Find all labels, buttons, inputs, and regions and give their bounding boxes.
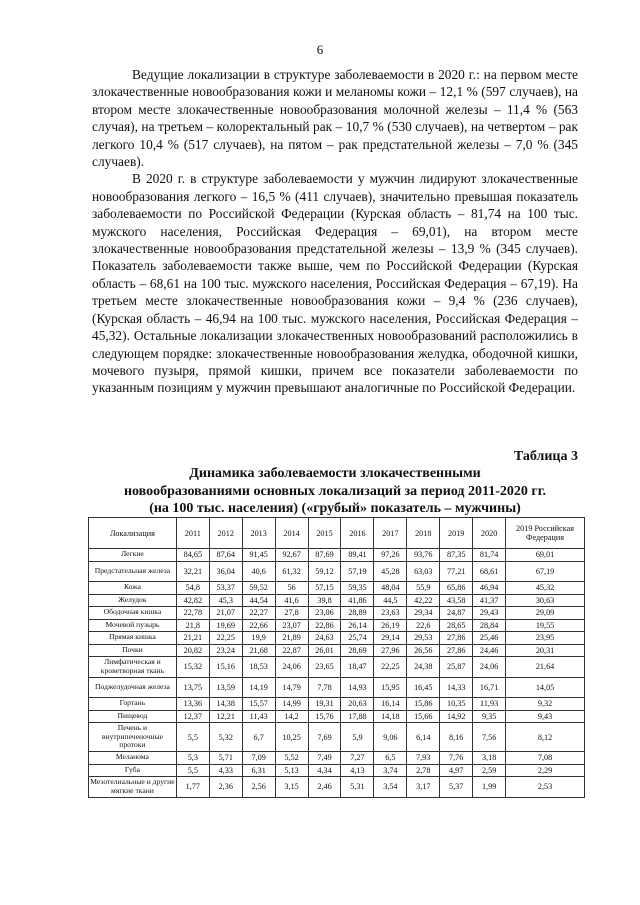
- value-cell: 21,21: [176, 632, 209, 645]
- localization-cell: Печень и внутрипеченочные протоки: [89, 723, 177, 752]
- value-cell: 55,9: [407, 582, 440, 595]
- table-body: [89, 549, 585, 798]
- value-cell: 56: [275, 582, 308, 595]
- value-cell: 5,52: [275, 752, 308, 765]
- value-cell: 5,5: [176, 723, 209, 752]
- value-cell: 7,69: [308, 723, 341, 752]
- value-cell: 24,63: [308, 632, 341, 645]
- value-cell: 7,09: [242, 752, 275, 765]
- localization-cell: Прямая кишка: [89, 632, 177, 645]
- value-cell: 24,06: [275, 657, 308, 678]
- value-cell: 89,41: [341, 549, 374, 562]
- value-cell: 23,65: [308, 657, 341, 678]
- value-cell: 41,37: [473, 594, 506, 607]
- table-title-line: новообразованиями основных локализаций за период 2011-2020 гг.: [123, 483, 547, 499]
- table-row: [89, 752, 585, 765]
- table-row: [89, 657, 585, 678]
- value-cell: 25,74: [341, 632, 374, 645]
- table-title-line: Динамика заболеваемости злокачественными: [189, 466, 481, 481]
- localization-cell: Мезотелиальные и другие мягкие ткани: [89, 777, 177, 798]
- value-cell: 14,33: [440, 677, 473, 698]
- value-cell: 6,14: [407, 723, 440, 752]
- column-header: 2018: [407, 518, 440, 549]
- value-cell: 14,2: [275, 710, 308, 723]
- value-cell: 27,86: [440, 632, 473, 645]
- value-cell: 3,74: [374, 764, 407, 777]
- value-cell: 15,66: [407, 710, 440, 723]
- value-cell: 81,74: [473, 549, 506, 562]
- table-row: [89, 607, 585, 620]
- value-cell: 11,93: [473, 698, 506, 711]
- value-cell: 22,78: [176, 607, 209, 620]
- value-cell: 13,75: [176, 677, 209, 698]
- value-cell: 22,25: [209, 632, 242, 645]
- value-cell: 15,76: [308, 710, 341, 723]
- value-cell: 5,31: [341, 777, 374, 798]
- value-cell: 16,71: [473, 677, 506, 698]
- column-header: 2019: [440, 518, 473, 549]
- value-cell: 22,66: [242, 619, 275, 632]
- localization-cell: Гортань: [89, 698, 177, 711]
- value-cell: 69,01: [506, 549, 585, 562]
- column-header: 2012: [209, 518, 242, 549]
- table-title: [92, 465, 578, 518]
- value-cell: 67,19: [506, 561, 585, 582]
- value-cell: 30,63: [506, 594, 585, 607]
- localization-cell: Меланома: [89, 752, 177, 765]
- value-cell: 26,19: [374, 619, 407, 632]
- value-cell: 43,58: [440, 594, 473, 607]
- localization-cell: Предстательная железа: [89, 561, 177, 582]
- value-cell: 16,45: [407, 677, 440, 698]
- value-cell: 15,16: [209, 657, 242, 678]
- value-cell: 3,18: [473, 752, 506, 765]
- value-cell: 14,05: [506, 677, 585, 698]
- value-cell: 4,34: [308, 764, 341, 777]
- localization-cell: Мочевой пузырь: [89, 619, 177, 632]
- value-cell: 19,69: [209, 619, 242, 632]
- value-cell: 28,65: [440, 619, 473, 632]
- value-cell: 16,14: [374, 698, 407, 711]
- value-cell: 22,6: [407, 619, 440, 632]
- column-header: 2017: [374, 518, 407, 549]
- value-cell: 92,67: [275, 549, 308, 562]
- value-cell: 44,5: [374, 594, 407, 607]
- value-cell: 32,21: [176, 561, 209, 582]
- value-cell: 14,38: [209, 698, 242, 711]
- value-cell: 17,88: [341, 710, 374, 723]
- value-cell: 53,37: [209, 582, 242, 595]
- value-cell: 24,06: [473, 657, 506, 678]
- table-row: [89, 710, 585, 723]
- value-cell: 27,86: [440, 644, 473, 657]
- value-cell: 29,14: [374, 632, 407, 645]
- value-cell: 9,06: [374, 723, 407, 752]
- value-cell: 9,35: [473, 710, 506, 723]
- value-cell: 8,16: [440, 723, 473, 752]
- value-cell: 39,8: [308, 594, 341, 607]
- value-cell: 29,34: [407, 607, 440, 620]
- value-cell: 28,69: [341, 644, 374, 657]
- value-cell: 44,54: [242, 594, 275, 607]
- value-cell: 22,86: [308, 619, 341, 632]
- column-header: 2016: [341, 518, 374, 549]
- value-cell: 2,59: [473, 764, 506, 777]
- value-cell: 7,78: [308, 677, 341, 698]
- value-cell: 21,68: [242, 644, 275, 657]
- value-cell: 23,24: [209, 644, 242, 657]
- value-cell: 42,82: [176, 594, 209, 607]
- value-cell: 7,76: [440, 752, 473, 765]
- value-cell: 24,46: [473, 644, 506, 657]
- value-cell: 5,3: [176, 752, 209, 765]
- value-cell: 6,5: [374, 752, 407, 765]
- value-cell: 7,27: [341, 752, 374, 765]
- value-cell: 27,8: [275, 607, 308, 620]
- column-header: 2020: [473, 518, 506, 549]
- column-header: 2013: [242, 518, 275, 549]
- value-cell: 14,79: [275, 677, 308, 698]
- value-cell: 14,19: [242, 677, 275, 698]
- value-cell: 93,76: [407, 549, 440, 562]
- value-cell: 45,28: [374, 561, 407, 582]
- value-cell: 46,94: [473, 582, 506, 595]
- value-cell: 7,49: [308, 752, 341, 765]
- value-cell: 54,8: [176, 582, 209, 595]
- value-cell: 45,3: [209, 594, 242, 607]
- table-row: [89, 549, 585, 562]
- value-cell: 8,12: [506, 723, 585, 752]
- value-cell: 2,46: [308, 777, 341, 798]
- paragraph-leading-localizations: Ведущие локализации в структуре заболеваемости в 2020 г.: на первом месте злокачественные новообразования кожи и меланомы кожи – 12,1 % (597 случаев), на втором месте злокачественные новообразования молочной железы – 11,4 % (563 случая), на третьем – колоректальный рак – 10,7 % (530 случаев), на четвертом – рак легкого 10,4 % (517 случаев), на пятом – рак предстательной железы – 7,0 % (345 случаев).: [92, 67, 578, 170]
- value-cell: 4,13: [341, 764, 374, 777]
- table-row: [89, 561, 585, 582]
- value-cell: 57,15: [308, 582, 341, 595]
- value-cell: 25,87: [440, 657, 473, 678]
- value-cell: 3,54: [374, 777, 407, 798]
- value-cell: 26,14: [341, 619, 374, 632]
- value-cell: 40,6: [242, 561, 275, 582]
- value-cell: 9,43: [506, 710, 585, 723]
- value-cell: 22,87: [275, 644, 308, 657]
- table-header-row: [89, 518, 585, 549]
- value-cell: 3,15: [275, 777, 308, 798]
- localization-cell: Ободочная кишка: [89, 607, 177, 620]
- localization-cell: Кожа: [89, 582, 177, 595]
- page-number: 6: [316, 42, 324, 57]
- value-cell: 84,65: [176, 549, 209, 562]
- value-cell: 3,17: [407, 777, 440, 798]
- table-row: [89, 723, 585, 752]
- value-cell: 4,97: [440, 764, 473, 777]
- value-cell: 29,43: [473, 607, 506, 620]
- value-cell: 77,21: [440, 561, 473, 582]
- value-cell: 28,89: [341, 607, 374, 620]
- value-cell: 23,63: [374, 607, 407, 620]
- value-cell: 21,07: [209, 607, 242, 620]
- value-cell: 9,32: [506, 698, 585, 711]
- value-cell: 87,35: [440, 549, 473, 562]
- body-text: [92, 66, 578, 397]
- paragraph-men-structure: В 2020 г. в структуре заболеваемости у мужчин лидируют злокачественные новообразования легкого – 16,5 % (411 случаев), значительно превышая показатель заболеваемости по Российской Федерации (Курская область – 81,74 на 100 тыс. мужского населения, Российская Федерация – 69,01), на втором месте злокачественные новообразования предстательной железы – 13,9 % (345 случаев). Показатель заболеваемости также выше, чем по Российской Федерации (Курская область – 68,61 на 100 тыс. мужского населения, Российская Федерация – 67,19). На третьем месте злокачественные новообразования кожи – 9,4 % (236 случаев), (Курская область – 46,94 на 100 тыс. мужского населения, Российская Федерация – 45,32). Остальные локализации злокачественных новообразований расположились в следующем порядке: злокачественные новообразования желудка, ободочной кишки, мочевого пузыря, прямой кишки, причем все показатели заболеваемости по указанным позициям у мужчин превышают аналогичные по Российской Федерации.: [92, 171, 578, 396]
- value-cell: 65,86: [440, 582, 473, 595]
- value-cell: 22,27: [242, 607, 275, 620]
- value-cell: 45,32: [506, 582, 585, 595]
- value-cell: 29,09: [506, 607, 585, 620]
- value-cell: 5,13: [275, 764, 308, 777]
- value-cell: 6,7: [242, 723, 275, 752]
- value-cell: 1,99: [473, 777, 506, 798]
- value-cell: 25,46: [473, 632, 506, 645]
- value-cell: 2,78: [407, 764, 440, 777]
- value-cell: 41,86: [341, 594, 374, 607]
- table-row: [89, 777, 585, 798]
- localization-cell: Поджелудочная железа: [89, 677, 177, 698]
- value-cell: 23,07: [275, 619, 308, 632]
- table-row: [89, 619, 585, 632]
- value-cell: 15,32: [176, 657, 209, 678]
- value-cell: 14,18: [374, 710, 407, 723]
- value-cell: 97,26: [374, 549, 407, 562]
- value-cell: 6,31: [242, 764, 275, 777]
- value-cell: 59,52: [242, 582, 275, 595]
- value-cell: 91,45: [242, 549, 275, 562]
- column-header-localization: Локализация: [89, 518, 177, 549]
- value-cell: 24,38: [407, 657, 440, 678]
- value-cell: 19,55: [506, 619, 585, 632]
- value-cell: 21,8: [176, 619, 209, 632]
- value-cell: 24,87: [440, 607, 473, 620]
- value-cell: 21,89: [275, 632, 308, 645]
- value-cell: 14,92: [440, 710, 473, 723]
- value-cell: 18,47: [341, 657, 374, 678]
- value-cell: 20,82: [176, 644, 209, 657]
- value-cell: 59,12: [308, 561, 341, 582]
- value-cell: 36,04: [209, 561, 242, 582]
- value-cell: 87,69: [308, 549, 341, 562]
- localization-cell: Легкие: [89, 549, 177, 562]
- value-cell: 15,95: [374, 677, 407, 698]
- column-header: 2015: [308, 518, 341, 549]
- value-cell: 28,84: [473, 619, 506, 632]
- table-row: [89, 644, 585, 657]
- table-row: [89, 594, 585, 607]
- value-cell: 22,25: [374, 657, 407, 678]
- table-row: [89, 632, 585, 645]
- value-cell: 57,19: [341, 561, 374, 582]
- table-title-line: (на 100 тыс. населения) («грубый» показатель – мужчины): [149, 501, 521, 516]
- value-cell: 87,64: [209, 549, 242, 562]
- value-cell: 19,9: [242, 632, 275, 645]
- column-header: 2011: [176, 518, 209, 549]
- value-cell: 14,99: [275, 698, 308, 711]
- value-cell: 5,71: [209, 752, 242, 765]
- value-cell: 10,35: [440, 698, 473, 711]
- value-cell: 15,57: [242, 698, 275, 711]
- table-row: [89, 764, 585, 777]
- value-cell: 59,35: [341, 582, 374, 595]
- value-cell: 5,37: [440, 777, 473, 798]
- localization-cell: Пищевод: [89, 710, 177, 723]
- value-cell: 48,04: [374, 582, 407, 595]
- value-cell: 14,93: [341, 677, 374, 698]
- value-cell: 23,06: [308, 607, 341, 620]
- table-number: Таблица 3: [513, 449, 578, 464]
- localization-cell: Почки: [89, 644, 177, 657]
- value-cell: 27,96: [374, 644, 407, 657]
- value-cell: 21,64: [506, 657, 585, 678]
- localization-cell: Желудок: [89, 594, 177, 607]
- value-cell: 12,21: [209, 710, 242, 723]
- value-cell: 2,56: [242, 777, 275, 798]
- value-cell: 41,6: [275, 594, 308, 607]
- value-cell: 2,53: [506, 777, 585, 798]
- value-cell: 61,32: [275, 561, 308, 582]
- table-row: [89, 677, 585, 698]
- value-cell: 29,53: [407, 632, 440, 645]
- value-cell: 19,31: [308, 698, 341, 711]
- value-cell: 26,56: [407, 644, 440, 657]
- value-cell: 13,59: [209, 677, 242, 698]
- value-cell: 20,31: [506, 644, 585, 657]
- value-cell: 4,33: [209, 764, 242, 777]
- value-cell: 10,25: [275, 723, 308, 752]
- column-header: 2019 Российская Федерация: [506, 518, 585, 549]
- value-cell: 12,37: [176, 710, 209, 723]
- value-cell: 42,22: [407, 594, 440, 607]
- value-cell: 63,03: [407, 561, 440, 582]
- value-cell: 26,01: [308, 644, 341, 657]
- incidence-table: [88, 517, 585, 798]
- value-cell: 5,5: [176, 764, 209, 777]
- table-row: [89, 582, 585, 595]
- table-row: [89, 698, 585, 711]
- value-cell: 2,29: [506, 764, 585, 777]
- value-cell: 2,36: [209, 777, 242, 798]
- column-header: 2014: [275, 518, 308, 549]
- value-cell: 11,43: [242, 710, 275, 723]
- value-cell: 7,56: [473, 723, 506, 752]
- value-cell: 13,36: [176, 698, 209, 711]
- value-cell: 23,95: [506, 632, 585, 645]
- value-cell: 15,86: [407, 698, 440, 711]
- value-cell: 68,61: [473, 561, 506, 582]
- value-cell: 20,63: [341, 698, 374, 711]
- value-cell: 18,53: [242, 657, 275, 678]
- value-cell: 1,77: [176, 777, 209, 798]
- value-cell: 5,9: [341, 723, 374, 752]
- localization-cell: Губа: [89, 764, 177, 777]
- localization-cell: Лимфатическая и кроветворная ткань: [89, 657, 177, 678]
- value-cell: 5,32: [209, 723, 242, 752]
- value-cell: 7,93: [407, 752, 440, 765]
- value-cell: 7,08: [506, 752, 585, 765]
